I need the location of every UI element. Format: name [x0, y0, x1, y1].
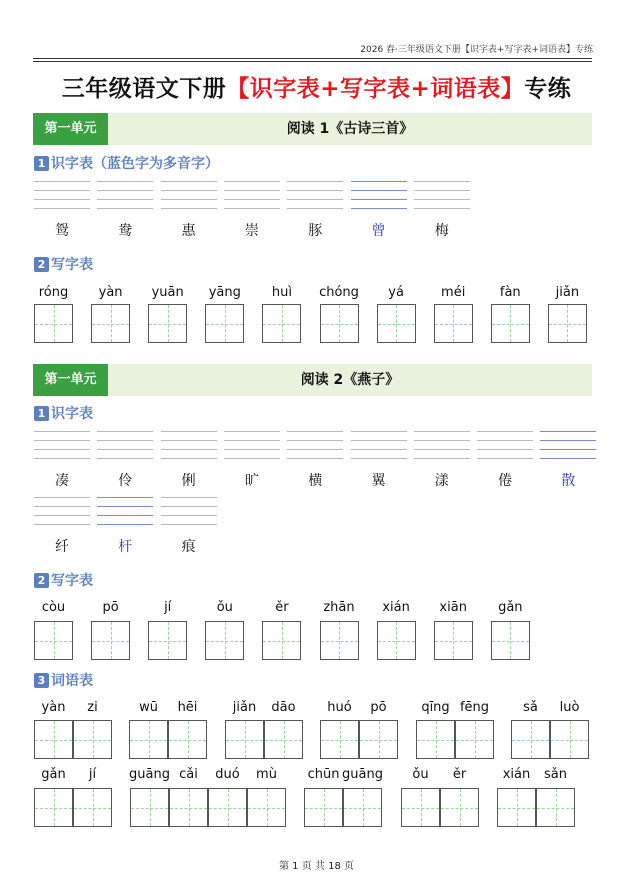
tracing-lines [34, 497, 90, 529]
shizi-char: 豚 [308, 223, 323, 239]
pinyin-label: ěr [452, 767, 467, 782]
page-footer: 第 1 页 共 18 页 [279, 861, 354, 872]
guide-line [414, 440, 470, 441]
pinyin-label: yá [388, 285, 404, 300]
shizi-char: 鸯 [118, 223, 133, 239]
tracing-lines [540, 431, 596, 463]
guide-line [161, 208, 217, 209]
section-heading-xiezi [34, 254, 93, 274]
guide-line [351, 458, 407, 459]
guide-line [161, 515, 217, 516]
guide-line [161, 497, 217, 498]
guide-line [224, 181, 280, 182]
pinyin-label: ǒu [216, 600, 233, 615]
guide-line [224, 449, 280, 450]
shizi-char: 旷 [244, 473, 259, 489]
title-prefix: 三年级语文下册 [61, 76, 227, 102]
tianzige-box [225, 720, 264, 759]
guide-line [224, 431, 280, 432]
section-heading-ciyu [34, 670, 93, 690]
pinyin-label: pō [370, 700, 387, 715]
guide-line [161, 199, 217, 200]
tracing-lines [414, 181, 470, 213]
guide-line [414, 190, 470, 191]
guide-line [414, 199, 470, 200]
guide-line [34, 190, 90, 191]
tianzige-box [34, 720, 73, 759]
guide-line [34, 506, 90, 507]
tracing-lines [161, 431, 217, 463]
tianzige-box [434, 621, 473, 660]
tianzige-box [205, 621, 244, 660]
unit-tag: 第一单元 [33, 113, 108, 145]
unit-tag: 第一单元 [33, 364, 108, 396]
tianzige-box [548, 304, 587, 343]
section-number: 1 [34, 406, 49, 421]
pinyin-label: pō [102, 600, 119, 615]
section-number: 1 [34, 156, 49, 171]
guide-line [414, 181, 470, 182]
shizi-char: 鸳 [55, 223, 69, 239]
tracing-lines [477, 431, 533, 463]
tianzige-box [491, 621, 530, 660]
pinyin-label: yàn [41, 700, 66, 715]
pinyin-label: fēng [459, 700, 490, 715]
guide-line [287, 190, 343, 191]
guide-line [34, 199, 90, 200]
pinyin-label: huó [327, 700, 352, 715]
tianzige-box [377, 304, 416, 343]
guide-line [351, 208, 407, 209]
tianzige-box [168, 720, 207, 759]
tracing-lines [97, 431, 153, 463]
tianzige-box [91, 304, 130, 343]
guide-line [161, 431, 217, 432]
tianzige-box [148, 621, 187, 660]
pinyin-label: còu [41, 600, 66, 615]
tianzige-box [262, 621, 301, 660]
tracing-lines [97, 497, 153, 529]
tianzige-box [73, 788, 112, 827]
pinyin-label: duó [215, 767, 240, 782]
guide-line [540, 449, 596, 450]
guide-line [287, 440, 343, 441]
guide-line [224, 208, 280, 209]
section-number: 2 [34, 573, 49, 588]
tianzige-box [401, 788, 440, 827]
pinyin-label: gǎn [41, 767, 66, 782]
guide-line [34, 497, 90, 498]
section-label: 词语表 [51, 673, 93, 689]
guide-line [477, 431, 533, 432]
guide-line [287, 431, 343, 432]
shizi-char: 惠 [181, 223, 196, 239]
guide-line [97, 431, 153, 432]
guide-line [351, 449, 407, 450]
pinyin-label: fàn [499, 285, 521, 300]
guide-line [351, 181, 407, 182]
pinyin-label: róng [38, 285, 69, 300]
pinyin-label: xián [502, 767, 531, 782]
tianzige-box [320, 621, 359, 660]
pinyin-label: chūn [307, 767, 340, 782]
section-heading-xiezi [34, 570, 93, 590]
unit-header [33, 113, 592, 145]
tianzige-box [491, 304, 530, 343]
shizi-char: 纤 [55, 539, 69, 555]
section-label: 识字表 [51, 406, 93, 422]
guide-line [540, 440, 596, 441]
guide-line [287, 199, 343, 200]
guide-line [161, 458, 217, 459]
guide-line [477, 440, 533, 441]
tianzige-box [377, 621, 416, 660]
section-heading-shizi [34, 153, 219, 173]
pinyin-label: yāng [208, 285, 241, 300]
pinyin-label: zi [87, 700, 98, 715]
guide-line [97, 524, 153, 525]
section-number: 3 [34, 673, 49, 688]
tianzige-box [320, 304, 359, 343]
guide-line [34, 181, 90, 182]
tianzige-box [304, 788, 343, 827]
pinyin-label: sǎ [523, 700, 538, 715]
guide-line [287, 208, 343, 209]
guide-line [351, 190, 407, 191]
tianzige-box [320, 720, 359, 759]
guide-line [414, 458, 470, 459]
guide-line [97, 506, 153, 507]
tianzige-box [440, 788, 479, 827]
guide-line [97, 190, 153, 191]
pinyin-label: jiǎn [555, 285, 580, 300]
pinyin-label: mù [256, 767, 277, 782]
pinyin-label: yuān [151, 285, 184, 300]
guide-line [97, 208, 153, 209]
pinyin-label: wū [139, 700, 158, 715]
guide-line [287, 449, 343, 450]
shizi-char: 痕 [181, 539, 196, 555]
tianzige-box [205, 304, 244, 343]
section-heading-shizi [34, 403, 93, 423]
tianzige-box [247, 788, 286, 827]
tianzige-box [34, 788, 73, 827]
tianzige-box [208, 788, 247, 827]
tianzige-box [511, 720, 550, 759]
pinyin-label: hēi [177, 700, 198, 715]
shizi-char: 梅 [434, 223, 449, 239]
tianzige-box [264, 720, 303, 759]
guide-line [414, 208, 470, 209]
pinyin-label: luò [559, 700, 580, 715]
pinyin-label: méi [441, 285, 466, 300]
tianzige-box [34, 621, 73, 660]
tianzige-box [262, 304, 301, 343]
section-label: 写字表 [51, 573, 93, 589]
guide-line [97, 497, 153, 498]
tracing-lines [351, 181, 407, 213]
pinyin-label: guāng [342, 767, 383, 782]
shizi-char: 曾 [371, 223, 386, 239]
guide-line [224, 458, 280, 459]
section-label: 识字表（蓝色字为多音字） [51, 156, 219, 172]
guide-line [161, 181, 217, 182]
page-title [0, 70, 633, 103]
guide-line [97, 515, 153, 516]
tracing-lines [224, 431, 280, 463]
tracing-lines [224, 181, 280, 213]
guide-line [161, 449, 217, 450]
pinyin-label: guāng [129, 767, 170, 782]
tianzige-box [34, 304, 73, 343]
header-note: 2026 春·三年级语文下册【识字表+写字表+词语表】专练 [360, 45, 593, 55]
guide-line [224, 199, 280, 200]
title-highlight: 【识字表+写字表+词语表】 [226, 76, 525, 102]
tracing-lines [34, 431, 90, 463]
tianzige-box [129, 720, 168, 759]
guide-line [161, 190, 217, 191]
guide-line [414, 431, 470, 432]
guide-line [540, 458, 596, 459]
guide-line [97, 199, 153, 200]
pinyin-label: sǎn [544, 767, 567, 782]
pinyin-label: gǎn [498, 600, 523, 615]
tianzige-box [91, 621, 130, 660]
guide-line [224, 440, 280, 441]
shizi-char: 崇 [244, 223, 259, 239]
pinyin-label: cǎi [179, 767, 198, 782]
guide-line [97, 440, 153, 441]
shizi-char: 凑 [55, 473, 69, 489]
pinyin-label: jí [88, 767, 97, 782]
pinyin-label: jí [164, 600, 172, 615]
tianzige-box [169, 788, 208, 827]
guide-line [34, 208, 90, 209]
guide-line [34, 440, 90, 441]
tianzige-box [130, 788, 169, 827]
header-rule [33, 58, 592, 59]
guide-line [351, 199, 407, 200]
shizi-char: 伶 [118, 473, 133, 489]
tracing-lines [161, 497, 217, 529]
shizi-char: 散 [561, 473, 576, 489]
guide-line [34, 515, 90, 516]
tianzige-box [536, 788, 575, 827]
tracing-lines [351, 431, 407, 463]
pinyin-label: xiān [439, 600, 467, 615]
tracing-lines [287, 181, 343, 213]
tianzige-box [497, 788, 536, 827]
guide-line [351, 431, 407, 432]
tianzige-box [148, 304, 187, 343]
guide-line [161, 440, 217, 441]
pinyin-label: ǒu [412, 767, 429, 782]
tracing-lines [161, 181, 217, 213]
guide-line [34, 431, 90, 432]
pinyin-label: qīng [421, 700, 450, 715]
tianzige-box [73, 720, 112, 759]
header-rule [33, 61, 592, 62]
shizi-char: 翼 [371, 473, 386, 489]
shizi-char: 横 [308, 473, 323, 489]
pinyin-label: zhān [323, 600, 355, 615]
pinyin-label: ěr [275, 600, 289, 615]
guide-line [224, 190, 280, 191]
shizi-char: 杆 [118, 539, 133, 555]
pinyin-label: chóng [319, 285, 359, 300]
pinyin-label: yàn [98, 285, 123, 300]
tracing-lines [97, 181, 153, 213]
guide-line [161, 524, 217, 525]
unit-header [33, 364, 592, 396]
guide-line [540, 431, 596, 432]
tracing-lines [414, 431, 470, 463]
guide-line [161, 506, 217, 507]
tianzige-box [455, 720, 494, 759]
guide-line [34, 449, 90, 450]
guide-line [287, 458, 343, 459]
guide-line [287, 181, 343, 182]
reading-title: 阅读 1《古诗三首》 [286, 121, 414, 137]
guide-line [477, 458, 533, 459]
shizi-char: 俐 [181, 473, 196, 489]
guide-line [34, 458, 90, 459]
guide-line [34, 524, 90, 525]
section-number: 2 [34, 257, 49, 272]
shizi-char: 倦 [498, 473, 513, 489]
shizi-char: 漾 [434, 473, 449, 489]
guide-line [477, 449, 533, 450]
pinyin-label: xián [382, 600, 410, 615]
tianzige-box [550, 720, 589, 759]
tracing-lines [287, 431, 343, 463]
pinyin-label: dāo [271, 700, 296, 715]
tracing-lines [34, 181, 90, 213]
tianzige-box [359, 720, 398, 759]
tianzige-box [343, 788, 382, 827]
guide-line [97, 458, 153, 459]
guide-line [97, 181, 153, 182]
pinyin-label: huì [271, 285, 292, 300]
guide-line [414, 449, 470, 450]
guide-line [351, 440, 407, 441]
guide-line [97, 449, 153, 450]
reading-title: 阅读 2《燕子》 [300, 372, 400, 388]
title-suffix: 专练 [524, 76, 572, 102]
section-label: 写字表 [51, 257, 93, 273]
tianzige-box [416, 720, 455, 759]
pinyin-label: jiǎn [232, 700, 257, 715]
tianzige-box [434, 304, 473, 343]
